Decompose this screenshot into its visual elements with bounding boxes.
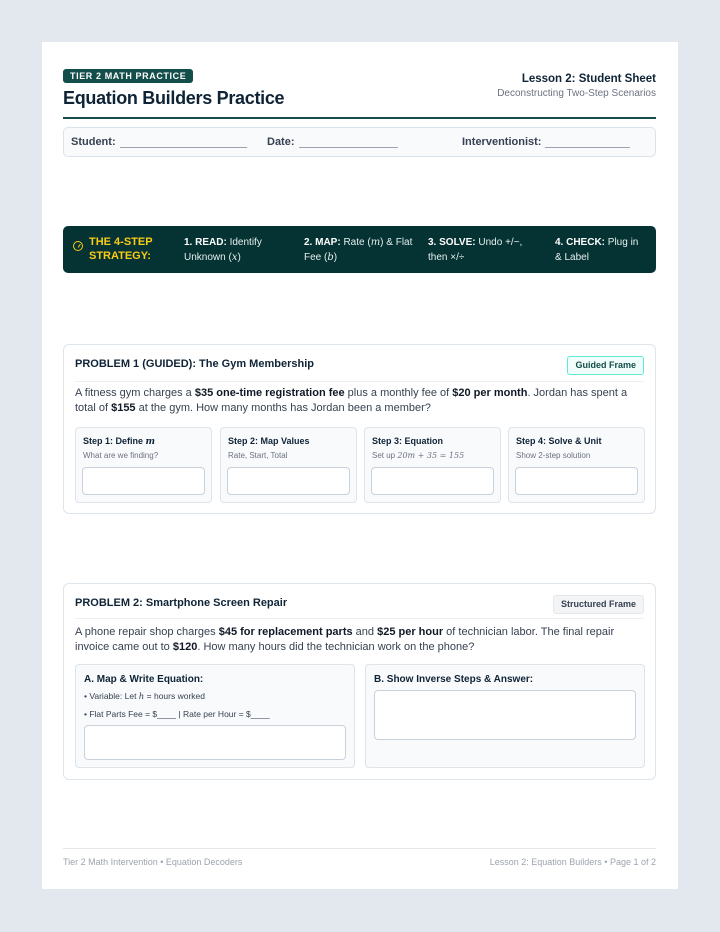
strategy-title: THE 4-STEP STRATEGY: (89, 236, 153, 262)
student-field (71, 136, 247, 148)
step-2-answer-box[interactable] (227, 467, 350, 495)
step-4-hint: Show 2-step solution (516, 451, 591, 460)
step-2-label: Step 2: Map Values (228, 436, 310, 446)
problem-2-text: A phone repair shop charges $45 for replacement parts and $25 per hour of technician labor. The final repair invoice came out to $120. How many hours did the technician work on the phone? (75, 626, 615, 653)
step-3-label: Step 3: Equation (372, 436, 444, 446)
compass-icon (73, 241, 83, 251)
equation-answer-box[interactable] (84, 725, 346, 760)
strategy-step-map: 2. MAP: Rate (m) & Flat Fee (b) (304, 237, 413, 263)
footer-course: Tier 2 Math Intervention • Equation Decoders (63, 857, 243, 867)
step-2-box (220, 427, 357, 503)
step-3-box (364, 427, 501, 503)
interventionist-field (462, 136, 630, 148)
step-3-hint: Set up 20m + 35 = 155 (372, 451, 465, 460)
step-3-answer-box[interactable] (371, 467, 494, 495)
step-4-answer-box[interactable] (515, 467, 638, 495)
strategy-header (73, 235, 169, 263)
step-2-hint: Rate, Start, Total (228, 451, 288, 460)
step-1-hint: What are we finding? (83, 451, 159, 460)
step-1-box (75, 427, 212, 503)
panel-a-title: A. Map & Write Equation: (84, 674, 204, 685)
problem-1-card (63, 344, 656, 514)
problem-1-divider (75, 381, 644, 382)
step-1-label: Step 1: Define m (83, 436, 156, 447)
header-divider (63, 117, 656, 119)
inverse-steps-panel (365, 664, 645, 768)
structured-frame-badge: Structured Frame (553, 595, 644, 614)
strategy-step-check: 4. CHECK: Plug in & Label (555, 237, 639, 263)
worksheet-page (42, 42, 678, 889)
variable-bullet: • Variable: Let h = hours worked (84, 691, 205, 702)
student-info-bar (63, 127, 656, 157)
footer-divider (63, 848, 656, 849)
problem-2-divider (75, 618, 644, 619)
interventionist-label: Interventionist: (462, 136, 542, 148)
strategy-step-solve: 3. SOLVE: Undo +/−, then ×/÷ (428, 237, 523, 263)
footer-page-info: Lesson 2: Equation Builders • Page 1 of 2 (489, 857, 656, 867)
step-1-answer-box[interactable] (82, 467, 205, 495)
tier-tag: TIER 2 MATH PRACTICE (63, 69, 193, 83)
date-field (267, 136, 398, 148)
interventionist-line[interactable] (545, 137, 630, 148)
date-label: Date: (267, 136, 295, 148)
step-4-box (508, 427, 645, 503)
student-label: Student: (71, 136, 116, 148)
inverse-steps-answer-box[interactable] (374, 690, 636, 740)
lesson-subtitle: Deconstructing Two-Step Scenarios (497, 88, 656, 99)
map-equation-panel (75, 664, 355, 768)
lesson-title: Lesson 2: Student Sheet (521, 73, 656, 85)
problem-1-text: A fitness gym charges a $35 one-time registration fee plus a monthly fee of $20 per month. Jordan has spent a total of $155 at the gym. How many months has Jordan been a member? (75, 387, 628, 414)
problem-2-title: PROBLEM 2: Smartphone Screen Repair (75, 597, 288, 609)
student-name-line[interactable] (120, 137, 247, 148)
step-4-label: Step 4: Solve & Unit (516, 436, 602, 446)
panel-b-title: B. Show Inverse Steps & Answer: (374, 674, 534, 685)
fees-bullet: • Flat Parts Fee = $____ | Rate per Hour = $____ (84, 709, 270, 719)
strategy-step-read: 1. READ: Identify Unknown (x) (184, 237, 262, 263)
guided-frame-badge: Guided Frame (567, 356, 644, 375)
problem-1-title: PROBLEM 1 (GUIDED): The Gym Membership (75, 358, 314, 370)
strategy-banner (63, 226, 656, 273)
problem-2-card (63, 583, 656, 780)
date-line[interactable] (299, 137, 398, 148)
page-title: Equation Builders Practice (63, 88, 285, 108)
